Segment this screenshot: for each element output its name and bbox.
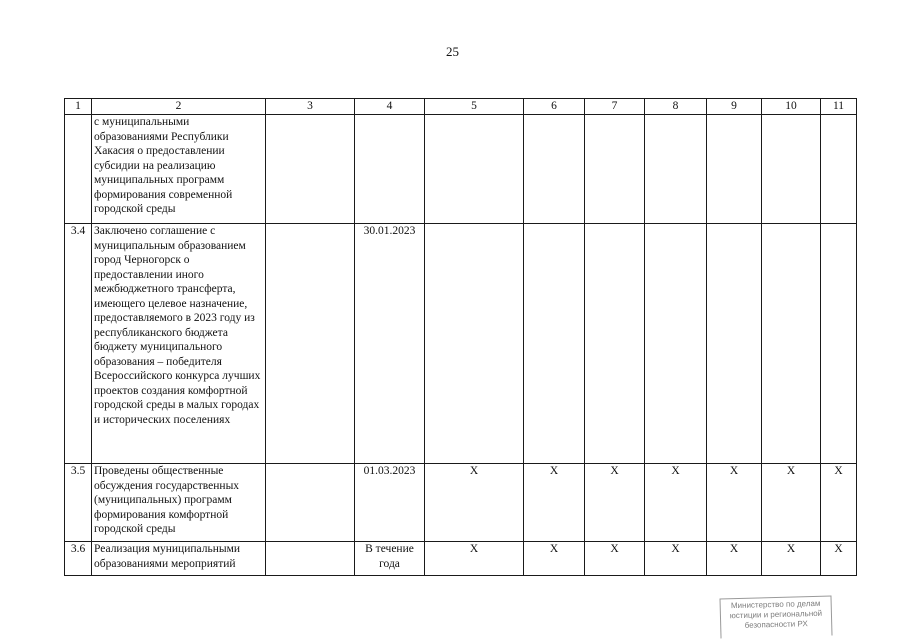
row-col3: [266, 224, 355, 464]
schedule-table: [64, 98, 857, 576]
row-number: [65, 115, 92, 224]
table-row: [65, 224, 857, 464]
row-mark: Х: [762, 464, 821, 542]
row-mark: Х: [425, 542, 524, 576]
row-mark: Х: [707, 464, 762, 542]
row-col3: [266, 464, 355, 542]
header-cell: 8: [645, 99, 707, 115]
stamp-line: Министерство по делам: [730, 598, 821, 611]
header-cell: 6: [524, 99, 585, 115]
header-cell: 4: [355, 99, 425, 115]
row-mark: [585, 224, 645, 464]
row-mark: [821, 115, 857, 224]
row-mark: Х: [707, 542, 762, 576]
row-mark: Х: [762, 542, 821, 576]
header-cell: 3: [266, 99, 355, 115]
row-mark: Х: [425, 464, 524, 542]
row-date: В течение года: [355, 542, 425, 576]
row-date: 01.03.2023: [355, 464, 425, 542]
table-header-row: [65, 99, 857, 115]
row-number: 3.5: [65, 464, 92, 542]
row-mark: [762, 224, 821, 464]
row-mark: [425, 224, 524, 464]
row-mark: [762, 115, 821, 224]
row-mark: Х: [645, 542, 707, 576]
row-mark: [645, 115, 707, 224]
page-number: 25: [446, 44, 459, 59]
row-description: с муниципальными образованиями Республики Хакасия о предоставлении субсидии на реализацию муниципальных программ формирования современной городской среды: [92, 115, 266, 224]
row-description: Заключено соглашение с муниципальным образованием город Черногорск о предоставлении иного межбюджетного трансферта, имеющего целевое назначение, предоставляемого в 2023 году из республиканского бюджета бюджету муниципального образования – победителя Всероссийского конкурса лучших проектов создания комфортной городской среды в малых городах и исторических поселениях: [92, 224, 266, 464]
row-mark: [524, 115, 585, 224]
header-cell: 7: [585, 99, 645, 115]
row-mark: [821, 224, 857, 464]
row-col3: [266, 542, 355, 576]
row-mark: [707, 115, 762, 224]
header-cell: 1: [65, 99, 92, 115]
row-mark: Х: [585, 464, 645, 542]
row-mark: Х: [524, 464, 585, 542]
row-number: 3.6: [65, 542, 92, 576]
row-mark: Х: [585, 542, 645, 576]
row-mark: Х: [821, 542, 857, 576]
row-mark: Х: [524, 542, 585, 576]
row-mark: [425, 115, 524, 224]
row-date: 30.01.2023: [355, 224, 425, 464]
header-cell: 10: [762, 99, 821, 115]
row-description: Реализация муниципальными образованиями мероприятий: [92, 542, 266, 576]
row-description: Проведены общественные обсуждения государственных (муниципальных) программ формирования комфортной городской среды: [92, 464, 266, 542]
row-mark: [707, 224, 762, 464]
header-cell: 2: [92, 99, 266, 115]
row-mark: Х: [645, 464, 707, 542]
table-row: [65, 464, 857, 542]
table-row: [65, 115, 857, 224]
header-cell: 5: [425, 99, 524, 115]
header-cell: 11: [821, 99, 857, 115]
row-mark: [524, 224, 585, 464]
stamp-line: юстиции и региональной: [729, 608, 823, 621]
registration-stamp: [719, 596, 832, 639]
row-date: [355, 115, 425, 224]
row-number: 3.4: [65, 224, 92, 464]
table-row: [65, 542, 857, 576]
row-col3: [266, 115, 355, 224]
row-mark: [585, 115, 645, 224]
header-cell: 9: [707, 99, 762, 115]
row-mark: Х: [821, 464, 857, 542]
row-mark: [645, 224, 707, 464]
stamp-line: безопасности РХ: [744, 619, 808, 630]
